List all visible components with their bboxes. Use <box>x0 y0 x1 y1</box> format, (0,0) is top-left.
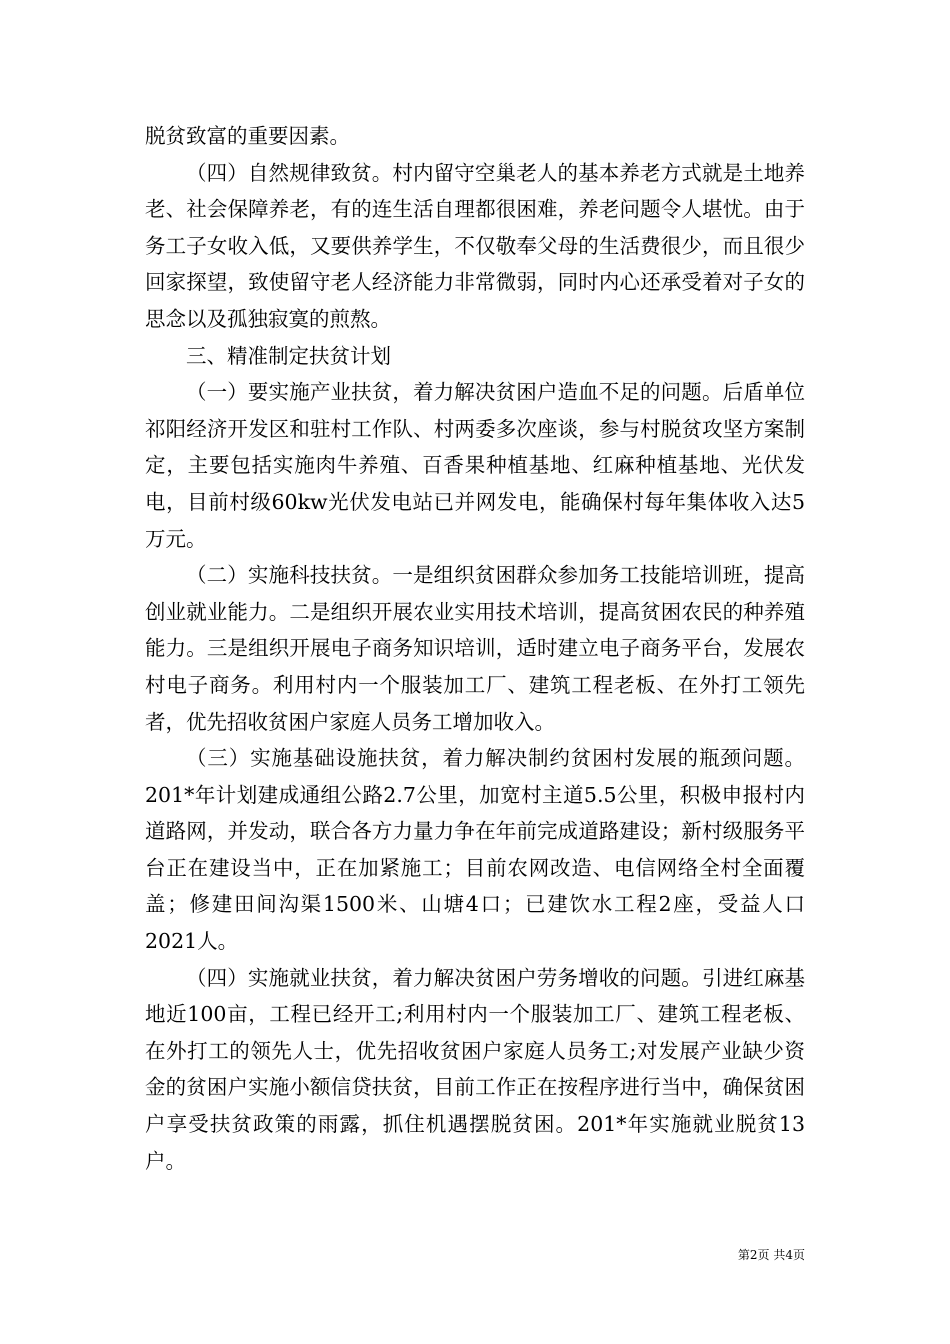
paragraph-2: （四）自然规律致贫。村内留守空巢老人的基本养老方式就是土地养老、社会保障养老，有的连生活自理都很困难，养老问题令人堪忧。由于务工子女收入低，又要供养学生，不仅敬奉父母的生活费很少，而且很少回家探望，致使留守老人经济能力非常微弱，同时内心还承受着对子女的思念以及孤独寂寞的煎熬。 <box>145 160 805 331</box>
paragraph-3: （一）要实施产业扶贫，着力解决贫困户造血不足的问题。后盾单位祁阳经济开发区和驻村工作队、村两委多次座谈，参与村脱贫攻坚方案制定，主要包括实施肉牛养殖、百香果种植基地、红麻种植基地、光伏发电，目前村级60kw光伏发电站已并网发电，能确保村每年集体收入达5万元。 <box>145 380 805 551</box>
paragraph-6: （四）实施就业扶贫，着力解决贫困户劳务增收的问题。引进红麻基地近100亩，工程已经开工;利用村内一个服装加工厂、建筑工程老板、在外打工的领先人士，优先招收贫困户家庭人员务工;对发展产业缺少资金的贫困户实施小额信贷扶贫，目前工作正在按程序进行当中，确保贫困户享受扶贫政策的雨露，抓住机遇摆脱贫困。201*年实施就业脱贫13户。 <box>145 965 805 1173</box>
document-body <box>145 118 805 1179</box>
paragraph-5: （三）实施基础设施扶贫，着力解决制约贫困村发展的瓶颈问题。201*年计划建成通组公路2.7公里，加宽村主道5.5公里，积极申报村内道路网，并发动，联合各方力量力争在年前完成道路建设；新村级服务平台正在建设当中，正在加紧施工；目前农网改造、电信网络全村全面覆盖；修建田间沟渠1500米、山塘4口；已建饮水工程2座，受益人口2021人。 <box>145 746 805 954</box>
section-heading: 三、精准制定扶贫计划 <box>186 343 391 368</box>
paragraph-1: 脱贫致富的重要因素。 <box>145 124 350 148</box>
page-number: 第2页 共4页 <box>737 1248 805 1262</box>
paragraph-4: （二）实施科技扶贫。一是组织贫困群众参加务工技能培训班，提高创业就业能力。二是组织开展农业实用技术培训，提高贫困农民的种养殖能力。三是组织开展电子商务知识培训，适时建立电子商务平台，发展农村电子商务。利用村内一个服装加工厂、建筑工程老板、在外打工领先者，优先招收贫困户家庭人员务工增加收入。 <box>145 563 805 734</box>
